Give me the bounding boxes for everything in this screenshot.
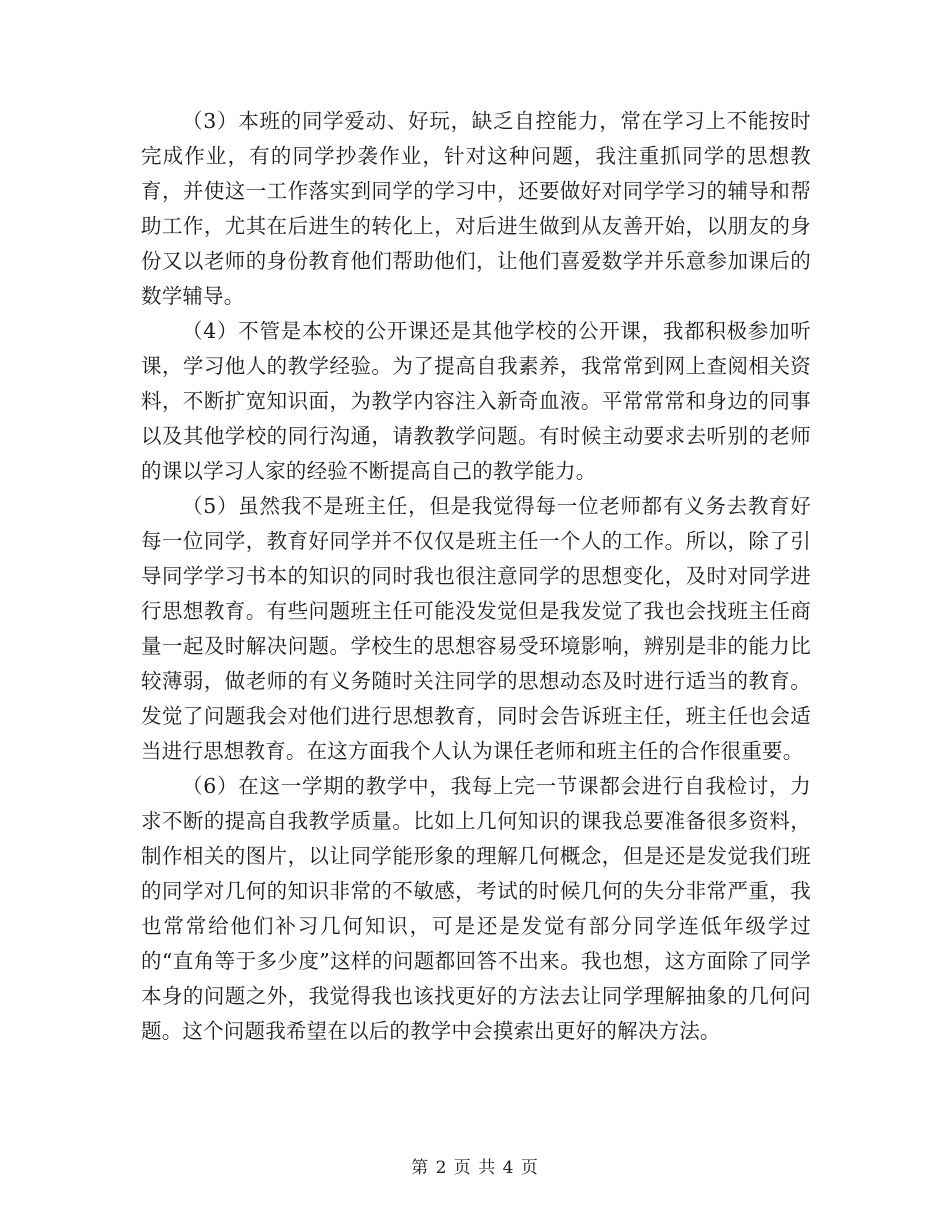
paragraph-5: （5）虽然我不是班主任，但是我觉得每一位老师都有义务去教育好每一位同学，教育好同学并不仅仅是班主任一个人的工作。所以，除了引导同学学习书本的知识的同时我也很注意同学的思想变化，及时对同学进行思想教育。有些问题班主任可能没发觉但是我发觉了我也会找班主任商量一起及时解决问题。学校生的思想容易受环境影响，辨别是非的能力比较薄弱，做老师的有义务随时关注同学的思想动态及时进行适当的教育。发觉了问题我会对他们进行思想教育，同时会告诉班主任，班主任也会适当进行思想教育。在这方面我个人认为课任老师和班主任的合作很重要。 (141, 494, 811, 763)
paragraph-3: （3）本班的同学爱动、好玩，缺乏自控能力，常在学习上不能按时完成作业，有的同学抄袭作业，针对这种问题，我注重抓同学的思想教育，并使这一工作落实到同学的学习中，还要做好对同学学习的辅导和帮助工作，尤其在后进生的转化上，对后进生做到从友善开始，以朋友的身份又以老师的身份教育他们帮助他们，让他们喜爱数学并乐意参加课后的数学辅导。 (141, 109, 811, 308)
page-number-footer: 第 2 页 共 4 页 (411, 1158, 539, 1178)
paragraph-4: （4）不管是本校的公开课还是其他学校的公开课，我都积极参加听课，学习他人的教学经验。为了提高自我素养，我常常到网上查阅相关资料，不断扩宽知识面，为教学内容注入新奇血液。平常常常和身边的同事以及其他学校的同行沟通，请教教学问题。有时候主动要求去听别的老师的课以学习人家的经验不断提高自己的教学能力。 (141, 319, 811, 483)
document-body (141, 104, 811, 1049)
paragraph-6: （6）在这一学期的教学中，我每上完一节课都会进行自我检讨，力求不断的提高自我教学质量。比如上几何知识的课我总要准备很多资料，制作相关的图片，以让同学能形象的理解几何概念，但是还是发觉我们班的同学对几何的知识非常的不敏感，考试的时候几何的失分非常严重，我也常常给他们补习几何知识，可是还是发觉有部分同学连低年级学过的“直角等于多少度”这样的问题都回答不出来。我也想，这方面除了同学本身的问题之外，我觉得我也该找更好的方法去让同学理解抽象的几何问题。这个问题我希望在以后的教学中会摸索出更好的解决方法。 (141, 774, 811, 1043)
